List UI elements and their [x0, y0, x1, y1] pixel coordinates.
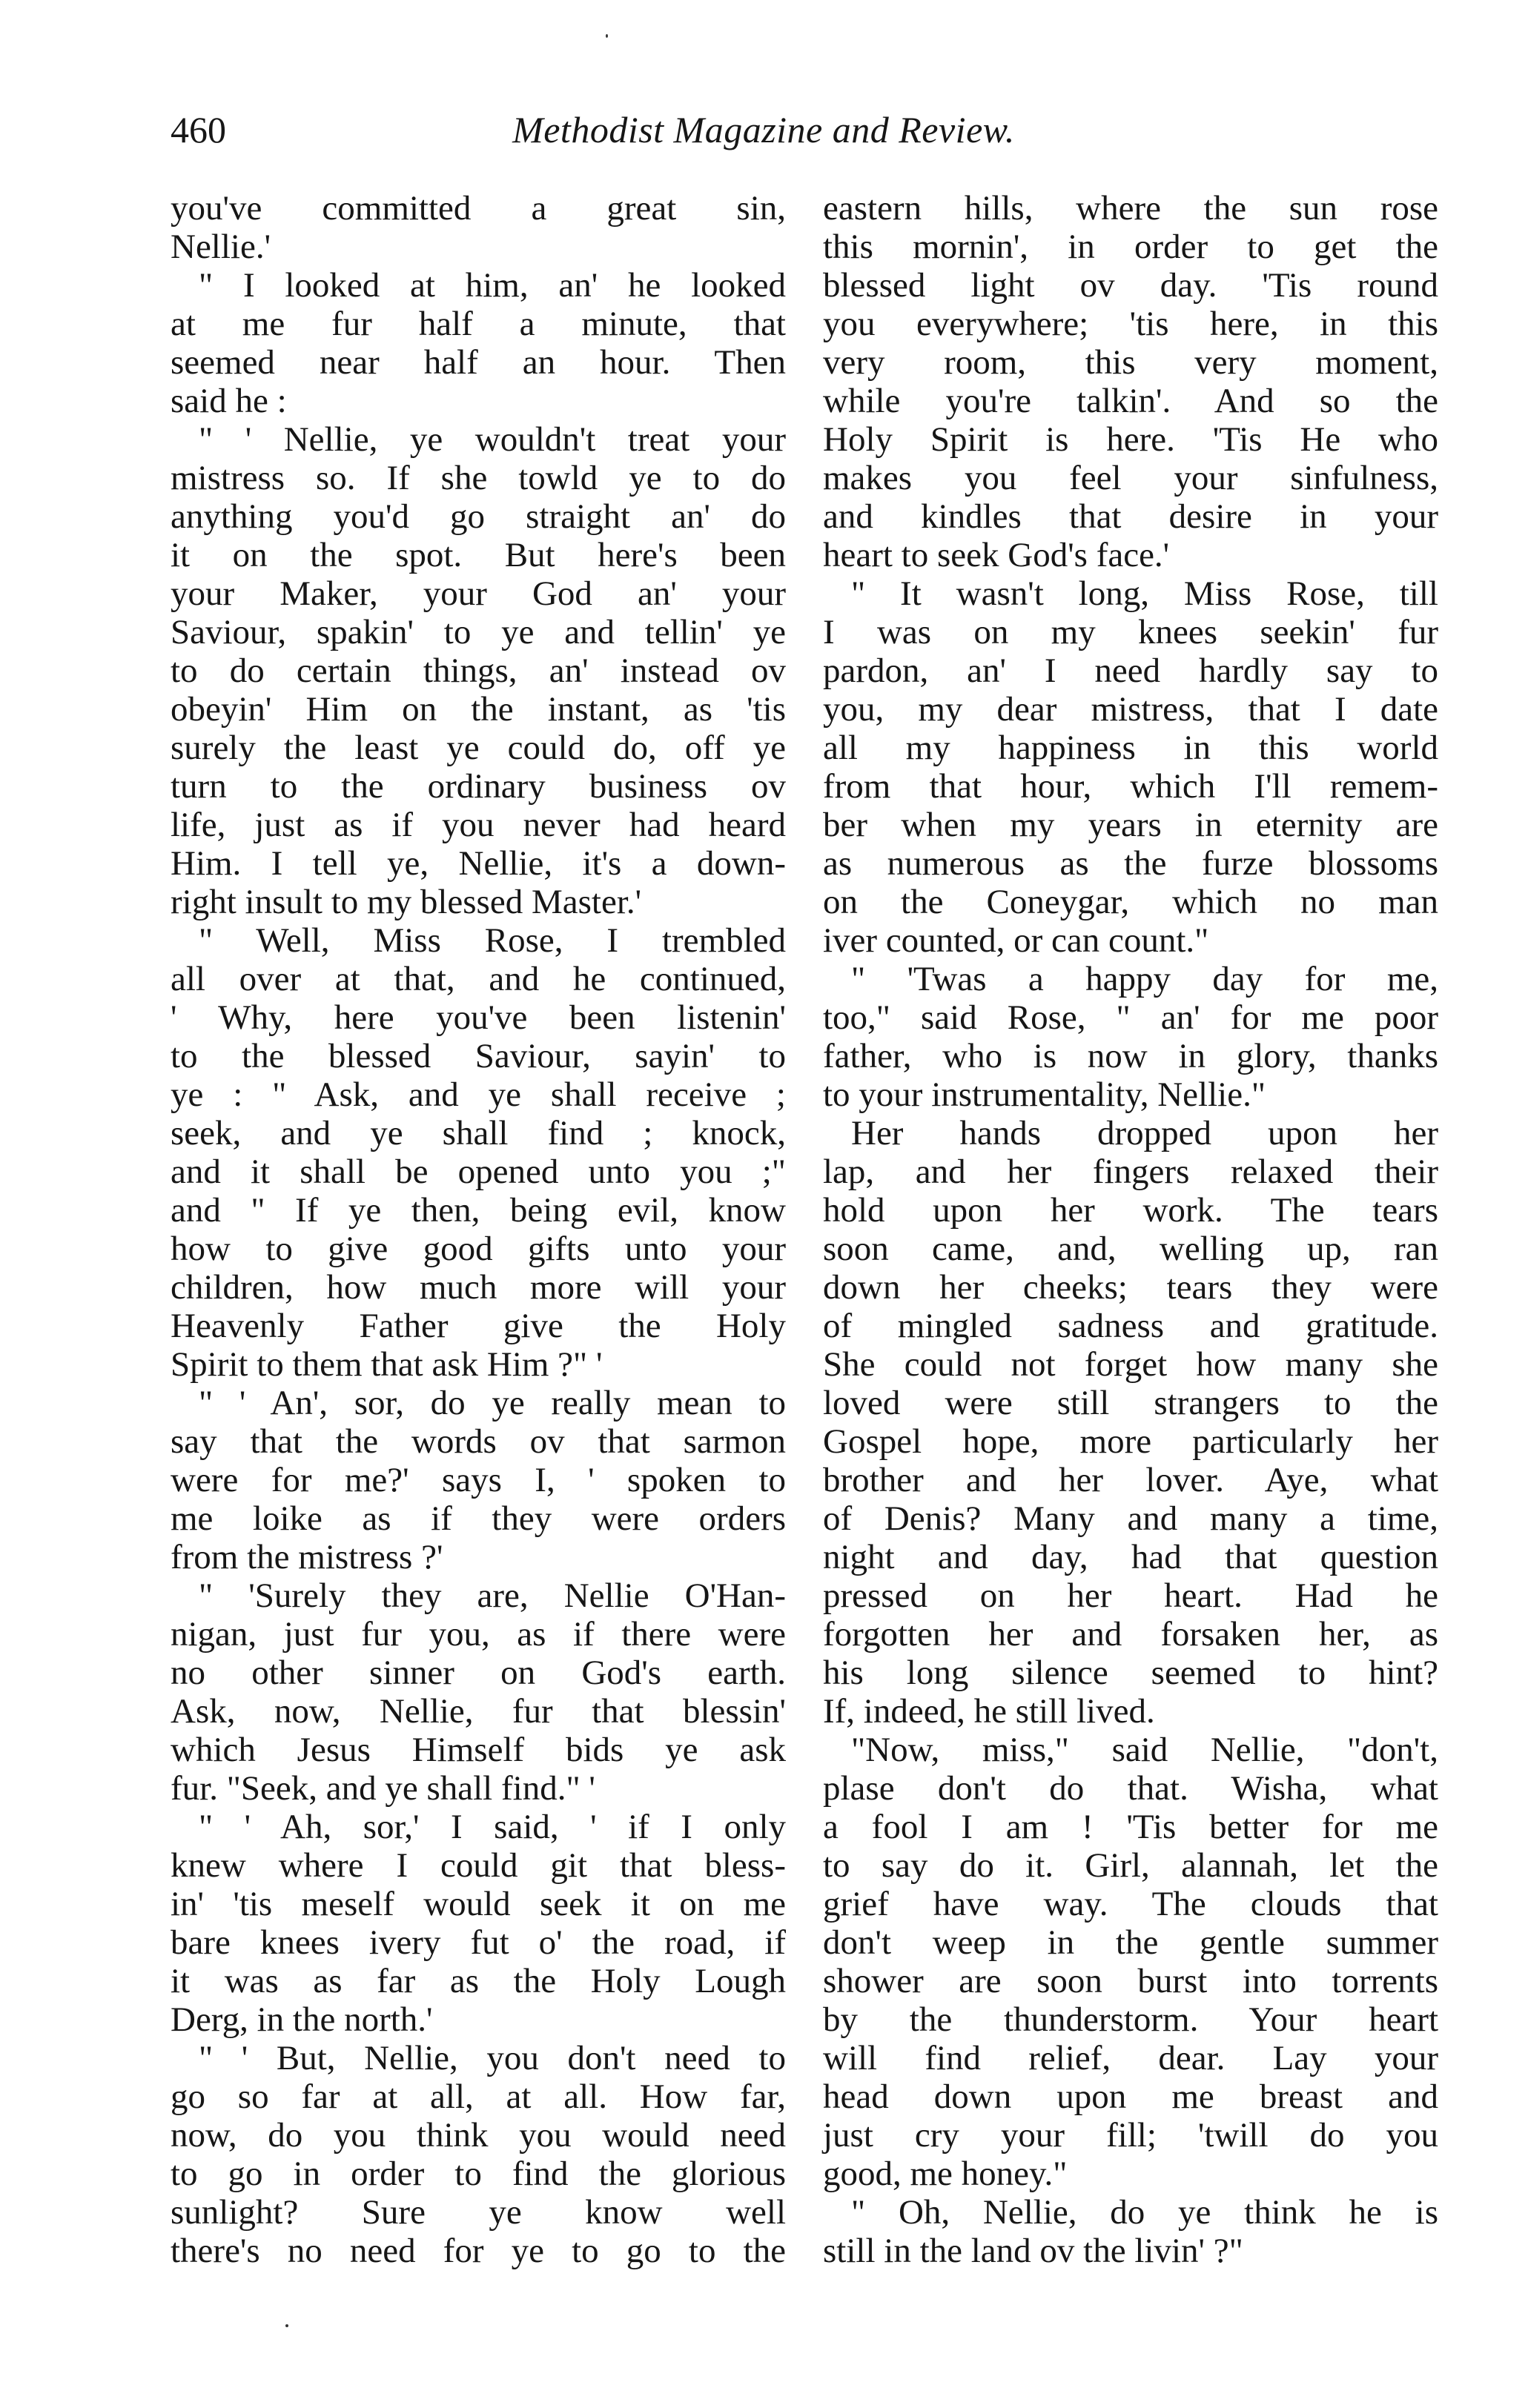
text-line: Holy Spirit is here. 'Tis He who [823, 420, 1438, 459]
text-line: seek, and ye shall find ; knock, [171, 1114, 786, 1152]
scan-speck [285, 2324, 288, 2327]
text-line: shower are soon burst into torrents [823, 1962, 1438, 2000]
text-line: on the Coneygar, which no man [823, 883, 1438, 921]
text-line: blessed light ov day. 'Tis round [823, 266, 1438, 305]
text-line: this mornin', in order to get the [823, 228, 1438, 266]
text-line: Saviour, spakin' to ye and tellin' ye [171, 613, 786, 651]
right-text-column [823, 189, 1438, 2270]
text-line: from that hour, which I'll remem- [823, 767, 1438, 806]
text-line: " Well, Miss Rose, I trembled [199, 921, 786, 960]
text-line: very room, this very moment, [823, 343, 1438, 382]
text-line: life, just as if you never had heard [171, 806, 786, 844]
text-line: " I looked at him, an' he looked [199, 266, 786, 305]
text-line: you everywhere; 'tis here, in this [823, 305, 1438, 343]
text-line: pressed on her heart. Had he [823, 1576, 1438, 1615]
text-line: eastern hills, where the sun rose [823, 189, 1438, 228]
text-line: by the thunderstorm. Your heart [823, 2000, 1438, 2039]
text-line: anything you'd go straight an' do [171, 497, 786, 536]
text-line: nigan, just fur you, as if there were [171, 1615, 786, 1654]
text-line: " ' But, Nellie, you don't need to [199, 2039, 786, 2077]
text-line: you, my dear mistress, that I date [823, 690, 1438, 729]
text-line: which Jesus Himself bids ye ask [171, 1731, 786, 1769]
text-line: and kindles that desire in your [823, 497, 1438, 536]
text-line: " It wasn't long, Miss Rose, till [851, 574, 1438, 613]
text-line: " 'Twas a happy day for me, [851, 960, 1438, 998]
text-line: "Now, miss," said Nellie, "don't, [851, 1731, 1438, 1769]
text-line: turn to the ordinary business ov [171, 767, 786, 806]
text-line: how to give good gifts unto your [171, 1230, 786, 1268]
text-line: Heavenly Father give the Holy [171, 1307, 786, 1345]
text-line: lap, and her fingers relaxed their [823, 1152, 1438, 1191]
text-line: " ' An', sor, do ye really mean to [199, 1384, 786, 1422]
text-line: say that the words ov that sarmon [171, 1422, 786, 1461]
text-line: you've committed a great sin, [171, 189, 786, 228]
text-line: a fool I am ! 'Tis better for me [823, 1808, 1438, 1846]
text-line: brother and her lover. Aye, what [823, 1461, 1438, 1499]
left-text-column [171, 189, 786, 2270]
text-line: grief have way. The clouds that [823, 1885, 1438, 1923]
text-line: I was on my knees seekin' fur [823, 613, 1438, 651]
text-line: said he : [171, 382, 287, 420]
text-line: iver counted, or can count." [823, 921, 1209, 960]
text-line: night and day, had that question [823, 1538, 1438, 1576]
text-line: soon came, and, welling up, ran [823, 1230, 1438, 1268]
text-line: " ' Ah, sor,' I said, ' if I only [199, 1808, 786, 1846]
text-line: no other sinner on God's earth. [171, 1654, 786, 1692]
text-line: mistress so. If she towld ye to do [171, 459, 786, 497]
text-line: makes you feel your sinfulness, [823, 459, 1438, 497]
text-line: all over at that, and he continued, [171, 960, 786, 998]
text-line: to go in order to find the glorious [171, 2155, 786, 2193]
text-line: it on the spot. But here's been [171, 536, 786, 574]
text-line: heart to seek God's face.' [823, 536, 1170, 574]
text-line: will find relief, dear. Lay your [823, 2039, 1438, 2077]
text-line: Her hands dropped upon her [851, 1114, 1438, 1152]
text-line: it was as far as the Holy Lough [171, 1962, 786, 2000]
text-line: to your instrumentality, Nellie." [823, 1075, 1266, 1114]
text-line: pardon, an' I need hardly say to [823, 651, 1438, 690]
text-line: Spirit to them that ask Him ?" ' [171, 1345, 603, 1384]
text-line: Derg, in the north.' [171, 2000, 433, 2039]
page-number: 460 [171, 109, 226, 150]
text-line: " ' Nellie, ye wouldn't treat your [199, 420, 786, 459]
text-line: knew where I could git that bless- [171, 1846, 786, 1885]
text-line: ye : " Ask, and ye shall receive ; [171, 1075, 786, 1114]
text-line: as numerous as the furze blossoms [823, 844, 1438, 883]
text-line: If, indeed, he still lived. [823, 1692, 1155, 1731]
text-line: to do certain things, an' instead ov [171, 651, 786, 690]
text-line: your Maker, your God an' your [171, 574, 786, 613]
text-line: to the blessed Saviour, sayin' to [171, 1037, 786, 1075]
text-line: " 'Surely they are, Nellie O'Han- [199, 1576, 786, 1615]
text-line: all my happiness in this world [823, 729, 1438, 767]
text-line: plase don't do that. Wisha, what [823, 1769, 1438, 1808]
text-line: too," said Rose, " an' for me poor [823, 998, 1438, 1037]
text-line: seemed near half an hour. Then [171, 343, 786, 382]
text-line: and " If ye then, being evil, know [171, 1191, 786, 1230]
text-line: ' Why, here you've been listenin' [171, 998, 786, 1037]
text-line: Ask, now, Nellie, fur that blessin' [171, 1692, 786, 1731]
text-line: now, do you think you would need [171, 2116, 786, 2155]
text-line: obeyin' Him on the instant, as 'tis [171, 690, 786, 729]
text-line: Nellie.' [171, 228, 271, 266]
text-line: sunlight? Sure ye know well [171, 2193, 786, 2232]
text-line: me loike as if they were orders [171, 1499, 786, 1538]
text-line: go so far at all, at all. How far, [171, 2077, 786, 2116]
text-line: loved were still strangers to the [823, 1384, 1438, 1422]
text-line: bare knees ivery fut o' the road, if [171, 1923, 786, 1962]
text-line: don't weep in the gentle summer [823, 1923, 1438, 1962]
text-line: there's no need for ye to go to the [171, 2232, 786, 2270]
text-line: hold upon her work. The tears [823, 1191, 1438, 1230]
page-header [171, 104, 1524, 156]
text-line: surely the least ye could do, off ye [171, 729, 786, 767]
text-line: She could not forget how many she [823, 1345, 1438, 1384]
text-line: at me fur half a minute, that [171, 305, 786, 343]
text-line: ber when my years in eternity are [823, 806, 1438, 844]
text-line: just cry your fill; 'twill do you [823, 2116, 1438, 2155]
text-line: Him. I tell ye, Nellie, it's a down- [171, 844, 786, 883]
text-line: from the mistress ?' [171, 1538, 443, 1576]
text-line: in' 'tis meself would seek it on me [171, 1885, 786, 1923]
text-line: Gospel hope, more particularly her [823, 1422, 1438, 1461]
text-line: still in the land ov the livin' ?" [823, 2232, 1243, 2270]
text-line: down her cheeks; tears they were [823, 1268, 1438, 1307]
text-line: father, who is now in glory, thanks [823, 1037, 1438, 1075]
text-line: forgotten her and forsaken her, as [823, 1615, 1438, 1654]
text-line: right insult to my blessed Master.' [171, 883, 642, 921]
text-line: of mingled sadness and gratitude. [823, 1307, 1438, 1345]
text-line: while you're talkin'. And so the [823, 382, 1438, 420]
text-line: good, me honey." [823, 2155, 1068, 2193]
text-line: of Denis? Many and many a time, [823, 1499, 1438, 1538]
text-line: head down upon me breast and [823, 2077, 1438, 2116]
text-line: and it shall be opened unto you ;" [171, 1152, 786, 1191]
text-line: his long silence seemed to hint? [823, 1654, 1438, 1692]
text-line: to say do it. Girl, alannah, let the [823, 1846, 1438, 1885]
text-line: " Oh, Nellie, do ye think he is [851, 2193, 1438, 2232]
running-title: Methodist Magazine and Review. [512, 109, 1015, 150]
text-line: children, how much more will your [171, 1268, 786, 1307]
text-line: were for me?' says I, ' spoken to [171, 1461, 786, 1499]
text-line: fur. "Seek, and ye shall find." ' [171, 1769, 595, 1808]
scan-speck [606, 34, 608, 38]
